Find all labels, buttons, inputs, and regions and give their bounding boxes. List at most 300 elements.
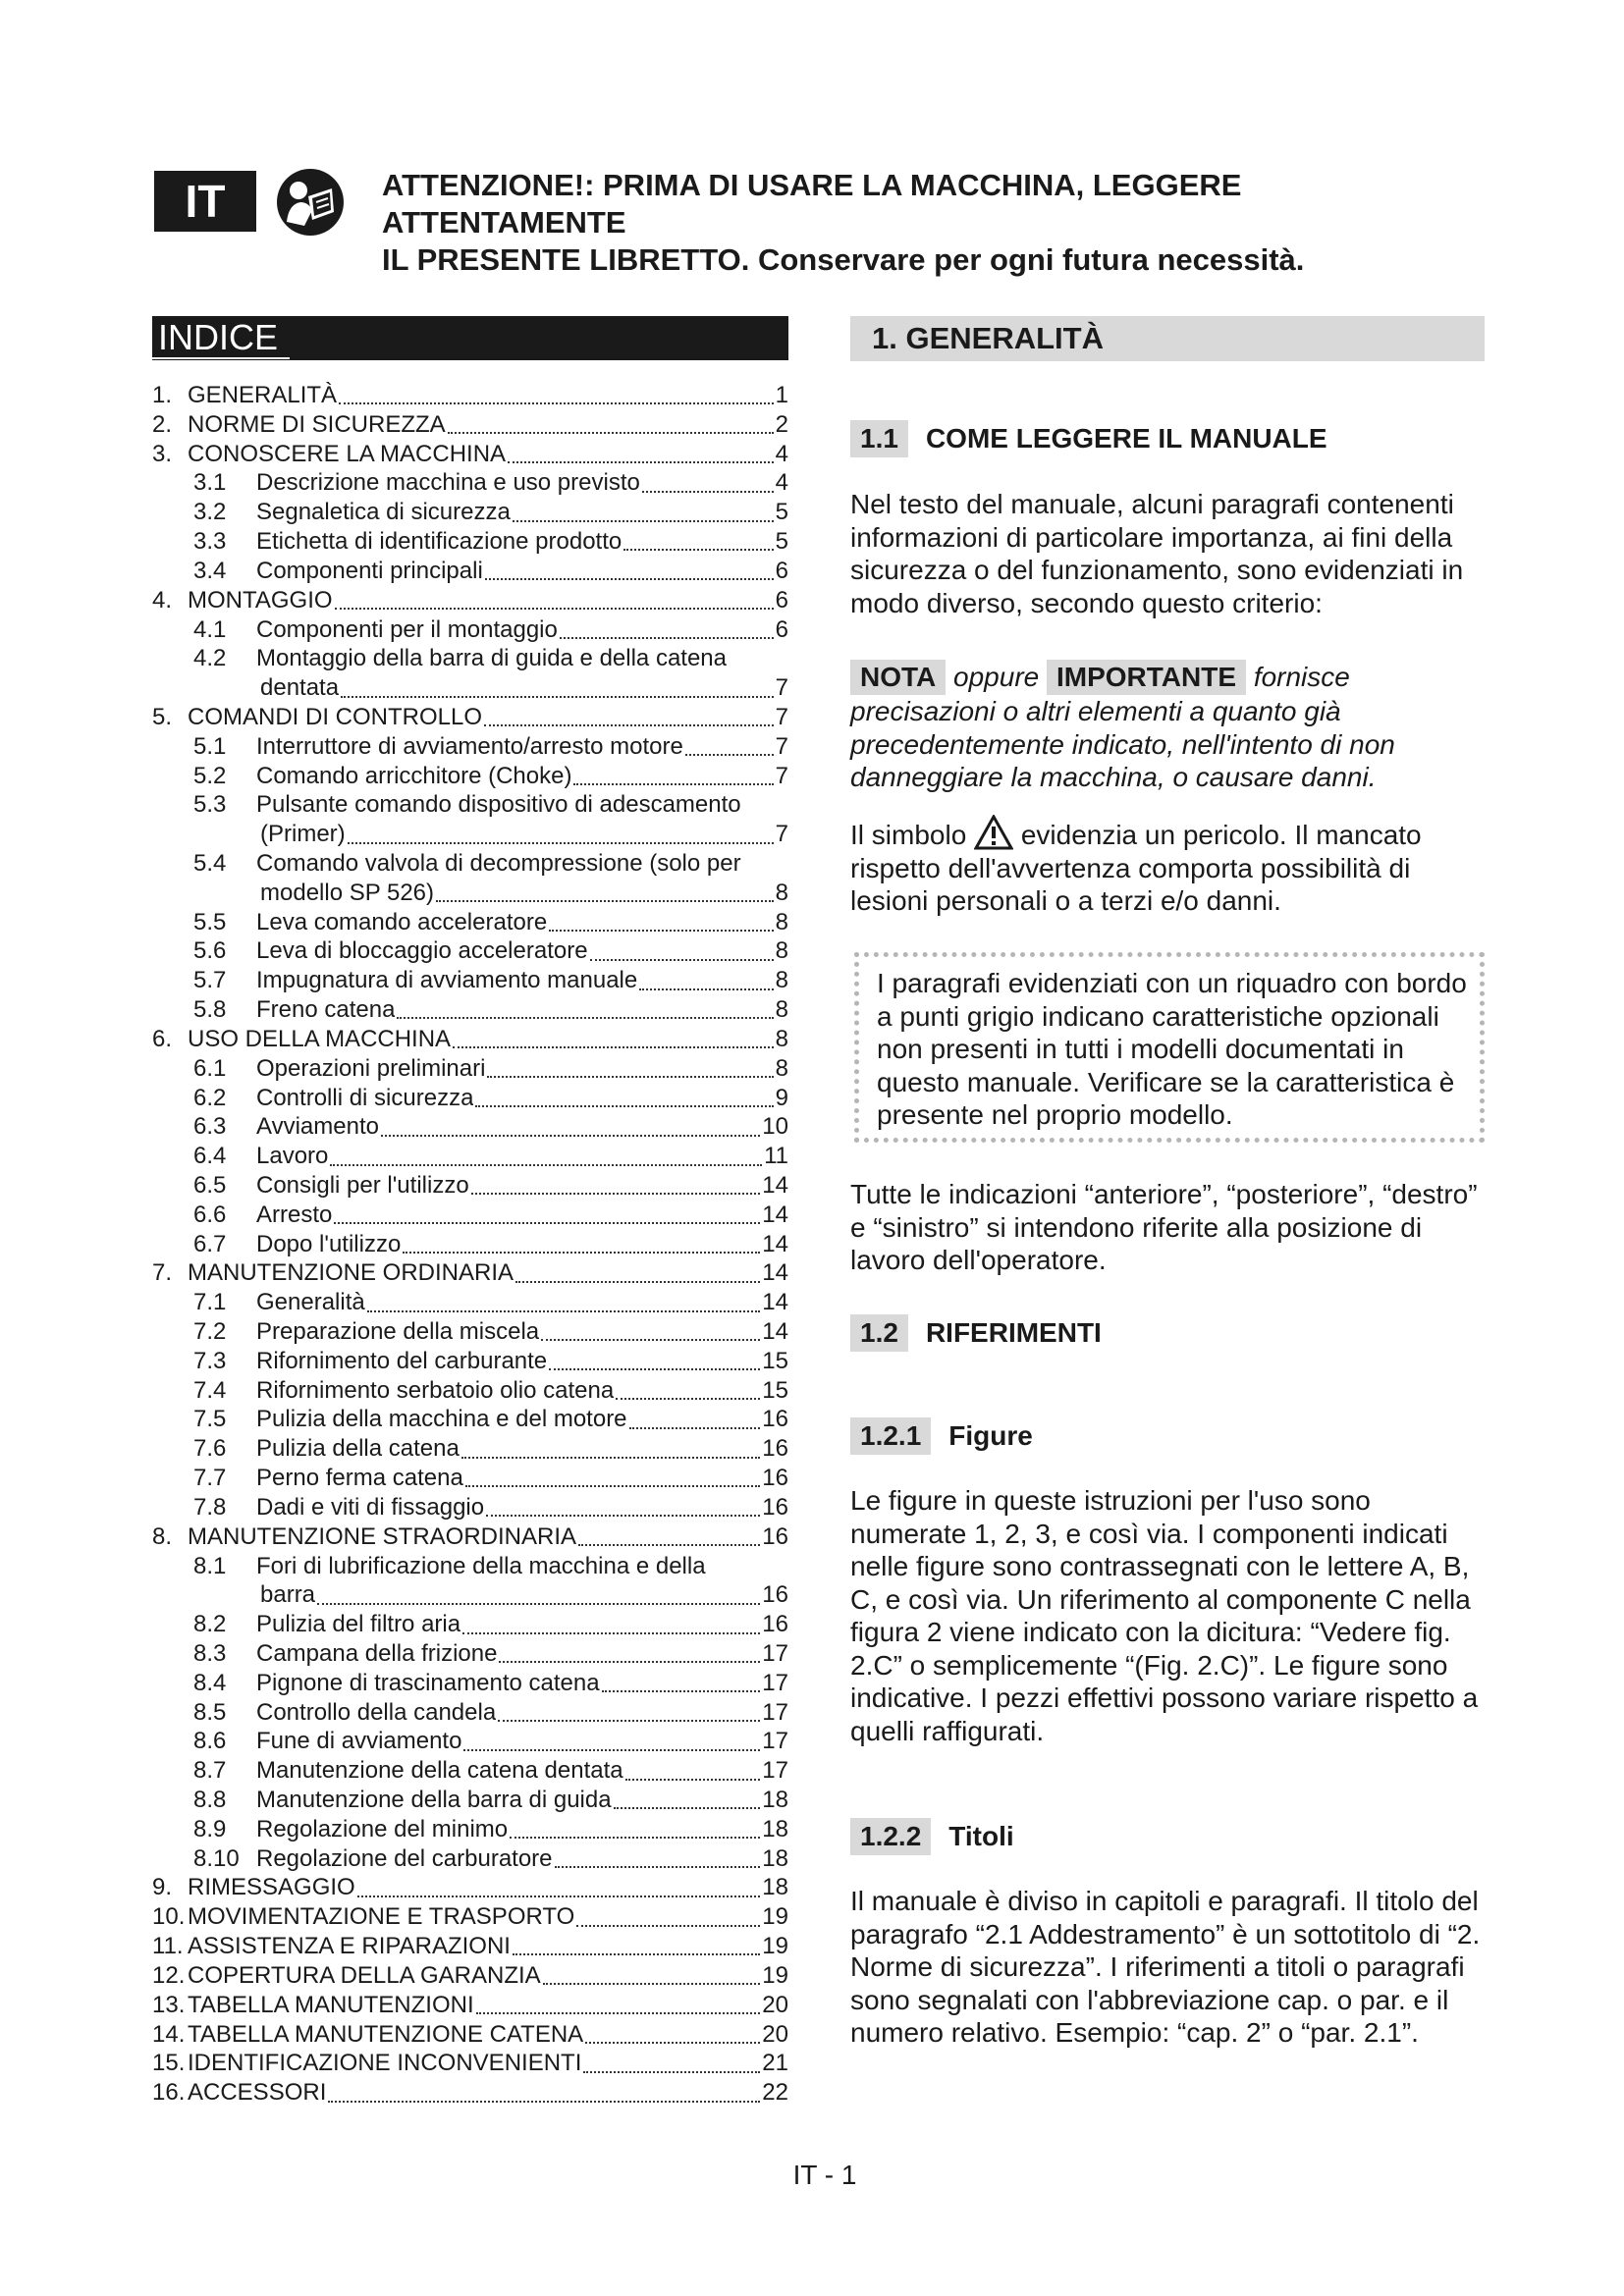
toc-entry-number: 6.4 [193,1143,227,1170]
toc-entry-title: Segnaletica di sicurezza [256,499,511,526]
toc-entry-title: modello SP 526) [260,879,434,906]
section-title: 1. GENERALITÀ [850,316,1485,361]
toc-entry-page: 7 [775,762,788,789]
toc-entry-page: 18 [762,1787,788,1813]
toc-entry [152,381,788,410]
toc-entry-title: TABELLA MANUTENZIONE CATENA [188,2020,584,2048]
toc-entry [152,615,788,645]
note-explanation-text: precisazioni o altri elementi a quanto già precedentemente indicato, nell'intento di non danneggiare la macchina, o causare danni. [850,696,1395,792]
toc-entry-number: 3.2 [193,499,227,526]
toc-entry-title: GENERALITÀ [188,382,338,408]
toc-leader-dots [583,2070,760,2073]
toc-entry [152,790,788,820]
subsection-title: RIFERIMENTI [925,1317,1102,1348]
toc-entry-number: 7.1 [193,1289,227,1316]
toc-entry-page: 6 [775,586,788,614]
toc-entry-page: 15 [762,1347,788,1374]
toc-entry-page: 5 [775,499,788,526]
toc-entry-page: 18 [762,1844,788,1872]
table-of-contents [152,381,788,2108]
toc-leader-dots [498,1719,760,1722]
toc-entry [152,936,788,966]
toc-entry-page: 17 [762,1698,788,1726]
toc-entry-page: 16 [762,1465,788,1492]
toc-entry-page: 9 [775,1084,788,1111]
toc-leader-dots [513,519,774,522]
toc-entry [152,1991,788,2020]
toc-leader-dots [513,1952,760,1955]
toc-entry-title: Pignone di trascinamento catena [256,1669,600,1696]
toc-entry-title: Interruttore di avviamento/arresto motore [256,732,683,760]
toc-leader-dots [341,695,774,698]
toc-entry-title: Pulizia della catena [256,1435,460,1463]
toc-entry-title: Comando valvola di decompressione (solo per [256,850,741,877]
oppure-text: oppure [953,662,1040,692]
toc-entry [152,1434,788,1464]
toc-entry-number: 4.2 [193,645,227,672]
toc-entry-title: Montaggio della barra di guida e della catena [256,645,728,672]
toc-entry [152,1815,788,1844]
toc-entry-title: Regolazione del minimo [256,1815,509,1842]
toc-entry-number: 8.1 [193,1552,227,1579]
toc-leader-dots [623,548,773,551]
toc-leader-dots [614,1806,761,1809]
toc-entry-title: Preparazione della miscela [256,1318,540,1345]
toc-entry-page: 21 [762,2050,788,2077]
toc-entry-page: 19 [762,1961,788,1989]
toc-entry [152,557,788,586]
toc-leader-dots [639,988,773,990]
toc-leader-dots [328,2100,760,2103]
subsection-title: Figure [948,1420,1033,1451]
toc-leader-dots [367,1309,761,1312]
toc-entry-title: Pulsante comando dispositivo di adescamento [256,791,741,819]
toc-entry-number: 6. [152,1025,173,1052]
toc-entry-page: 8 [775,879,788,906]
toc-entry [152,732,788,762]
nota-label: NOTA [850,660,946,695]
toc-entry-page: 19 [762,1903,788,1931]
toc-entry-page: 14 [762,1318,788,1345]
symbol-after-text: evidenzia un pericolo. Il mancato rispetto dell'avvertenza comporta possibilità di lesioni personali o a terzi e/o danni. [850,820,1422,916]
toc-entry-title: Rifornimento serbatoio olio catena [256,1376,615,1404]
toc-entry-page: 14 [762,1289,788,1316]
toc-entry-number: 7. [152,1259,173,1287]
toc-entry-title: Perno ferma catena [256,1465,463,1492]
toc-entry-title: Fune di avviamento [256,1728,462,1755]
subsection-1-2-2-heading [850,1818,1014,1855]
toc-entry-title: IDENTIFICAZIONE INCONVENIENTI [188,2050,582,2077]
toc-entry-number: 2. [152,410,173,438]
toc-entry-page: 17 [762,1728,788,1755]
toc-leader-dots [471,1192,761,1195]
toc-entry [152,1873,788,1902]
toc-leader-dots [576,1924,760,1927]
toc-entry-page: 8 [775,937,788,965]
toc-entry-page: 14 [762,1259,788,1287]
toc-entry-title: NORME DI SICUREZZA [188,410,446,438]
toc-entry-number: 6.3 [193,1113,227,1141]
toc-leader-dots [549,929,773,932]
toc-entry-number: 7.3 [193,1347,227,1374]
toc-entry-page: 2 [775,410,788,438]
toc-entry [152,820,788,849]
read-manual-icon [275,167,346,238]
toc-entry-title: ASSISTENZA E RIPARAZIONI [188,1933,511,1960]
toc-entry-title: Leva di bloccaggio acceleratore [256,937,588,965]
page-number: IT - 1 [792,2160,857,2190]
toc-entry [152,586,788,615]
toc-entry-number: 5.5 [193,908,227,935]
toc-entry [152,1142,788,1171]
toc-leader-dots [475,1104,773,1107]
toc-entry-page: 18 [762,1815,788,1842]
toc-leader-dots [625,1778,761,1781]
toc-entry [152,410,788,440]
toc-entry [152,2049,788,2078]
toc-leader-dots [578,1543,760,1546]
subsection-number: 1.2.2 [850,1818,931,1855]
toc-entry-title: TABELLA MANUTENZIONI [188,1991,474,2018]
toc-leader-dots [602,1689,761,1692]
toc-entry-number: 5.4 [193,850,227,877]
toc-entry [152,966,788,995]
toc-entry-title: Leva comando acceleratore [256,908,548,935]
toc-entry-page: 16 [762,1611,788,1638]
toc-entry-number: 7.6 [193,1435,227,1463]
toc-leader-dots [465,1484,761,1487]
toc-leader-dots [642,490,774,493]
toc-entry-number: 3.3 [193,528,227,556]
toc-entry-page: 8 [775,1025,788,1052]
toc-entry-page: 7 [775,821,788,848]
subsection-1-2-1-heading [850,1417,1033,1455]
note-explanation [850,660,1489,794]
toc-entry [152,468,788,498]
toc-entry-title: Manutenzione della catena dentata [256,1757,623,1785]
toc-header [152,316,788,360]
toc-entry [152,1258,788,1288]
toc-entry-title: Avviamento [256,1113,379,1141]
toc-entry [152,1112,788,1142]
toc-entry-page: 14 [762,1201,788,1228]
toc-leader-dots [462,1631,760,1634]
toc-entry [152,1201,788,1230]
toc-leader-dots [476,2011,761,2014]
toc-entry-number: 8. [152,1522,173,1550]
optional-feature-text: I paragrafi evidenziati con un riquadro con bordo a punti grigio indicano caratteristiche opzionali non presenti in tutti i modelli documentati in questo manuale. Verificare se la caratteristica è presente nel proprio modello. [877,968,1467,1130]
toc-entry-title: COMANDI DI CONTROLLO [188,703,483,730]
toc-entry-number: 14. [152,2020,186,2048]
toc-leader-dots [585,2041,760,2044]
toc-entry [152,1580,788,1610]
toc-leader-dots [485,577,774,580]
toc-leader-dots [484,723,774,726]
toc-entry-page: 7 [775,732,788,760]
fornisce-text: fornisce [1253,662,1350,692]
toc-entry [152,1464,788,1493]
toc-entry-number: 8.8 [193,1787,227,1813]
toc-entry-number: 8.9 [193,1815,227,1842]
toc-entry-page: 7 [775,703,788,730]
toc-entry-number: 3.4 [193,557,227,584]
toc-leader-dots [330,1163,762,1166]
toc-leader-dots [543,1982,761,1985]
toc-leader-dots [463,1748,760,1751]
toc-entry-title: (Primer) [260,821,346,848]
toc-entry-title: ACCESSORI [188,2079,327,2107]
toc-entry [152,1171,788,1201]
toc-entry-number: 5.7 [193,967,227,994]
toc-leader-dots [334,1221,760,1224]
toc-entry [152,1405,788,1434]
subsection-1-1-heading [850,420,1327,457]
toc-entry-page: 14 [762,1230,788,1257]
safety-warning [382,167,1491,279]
toc-entry-page: 8 [775,996,788,1024]
toc-entry [152,1727,788,1756]
toc-entry [152,908,788,937]
toc-entry-number: 12. [152,1961,186,1989]
toc-entry-title: MANUTENZIONE STRAORDINARIA [188,1522,577,1550]
toc-entry-number: 11. [152,1933,184,1960]
toc-entry [152,1961,788,1991]
toc-entry-number: 4. [152,586,173,614]
toc-entry-number: 8.6 [193,1728,227,1755]
toc-entry-page: 17 [762,1639,788,1667]
toc-entry-page: 17 [762,1669,788,1696]
toc-leader-dots [317,1602,760,1605]
toc-leader-dots [339,401,774,404]
toc-entry-page: 10 [762,1113,788,1141]
toc-leader-dots [499,1660,760,1663]
toc-entry-number: 8.10 [193,1844,240,1872]
toc-leader-dots [515,1280,760,1283]
symbol-before-text: Il simbolo [850,820,967,850]
toc-entry-number: 1. [152,382,173,408]
warning-line-2: IL PRESENTE LIBRETTO. Conservare per ogni futura necessità. [382,242,1305,277]
toc-leader-dots [487,1075,773,1078]
toc-entry-title: Consigli per l'utilizzo [256,1171,469,1199]
toc-leader-dots [448,431,774,434]
toc-entry-number: 6.6 [193,1201,227,1228]
toc-entry-number: 7.7 [193,1465,227,1492]
toc-entry-title: barra [260,1581,316,1609]
toc-entry-number: 13. [152,1991,186,2018]
toc-entry-number: 10. [152,1903,186,1931]
toc-title: INDICE [152,316,290,359]
toc-entry [152,1932,788,1961]
toc-entry-page: 1 [775,382,788,408]
toc-entry-number: 8.7 [193,1757,227,1785]
subsection-title: COME LEGGERE IL MANUALE [925,423,1327,454]
toc-entry-page: 18 [762,1874,788,1901]
toc-entry-title: USO DELLA MACCHINA [188,1025,452,1052]
toc-entry [152,1698,788,1728]
toc-entry-title: Operazioni preliminari [256,1054,486,1082]
toc-leader-dots [436,899,774,902]
toc-leader-dots [549,1367,760,1370]
toc-entry-title: MOVIMENTAZIONE E TRASPORTO [188,1903,575,1931]
toc-leader-dots [560,636,774,639]
toc-entry [152,527,788,557]
subsection-number: 1.2.1 [850,1417,931,1455]
toc-entry [152,1756,788,1786]
toc-entry-page: 15 [762,1376,788,1404]
toc-entry [152,1084,788,1113]
paragraph-intro: Nel testo del manuale, alcuni paragrafi contenenti informazioni di particolare importanza, ai fini della sicurezza o del funzionamento, sono evidenziati in modo diverso, secondo questo criterio: [850,489,1464,618]
toc-entry [152,1786,788,1815]
toc-entry-title: Generalità [256,1289,365,1316]
toc-entry-number: 7.2 [193,1318,227,1345]
toc-entry [152,703,788,732]
toc-entry-title: Manutenzione della barra di guida [256,1787,612,1813]
toc-entry-number: 5.6 [193,937,227,965]
toc-entry-page: 8 [775,1054,788,1082]
toc-entry-title: Impugnatura di avviamento manuale [256,967,638,994]
toc-entry-number: 4.1 [193,615,227,643]
toc-entry-page: 11 [764,1143,788,1170]
toc-entry-page: 16 [762,1522,788,1550]
toc-entry-number: 3. [152,440,173,467]
toc-entry-page: 20 [762,1991,788,2018]
toc-entry [152,1669,788,1698]
toc-leader-dots [381,1134,760,1137]
toc-leader-dots [461,1456,760,1459]
toc-entry-number: 8.3 [193,1639,227,1667]
toc-entry-number: 3.1 [193,469,227,497]
toc-entry [152,644,788,673]
toc-leader-dots [616,1397,760,1400]
toc-entry-number: 5. [152,703,173,730]
toc-entry [152,498,788,527]
toc-entry-page: 17 [762,1757,788,1785]
paragraph-titoli: Il manuale è diviso in capitoli e paragrafi. Il titolo del paragrafo “2.1 Addestramento” è un sottotitolo di “2. Norme di sicurezza”. I riferimenti a titoli o paragrafi sono segnalati con l'abbreviazione cap. o par. e il numero relativo. Esempio: “cap. 2” o “par. 2.1”. [850,1886,1481,2048]
toc-entry [152,1376,788,1406]
warning-triangle-icon [974,815,1013,850]
toc-entry-number: 6.7 [193,1230,227,1257]
toc-entry [152,1844,788,1874]
toc-entry [152,440,788,469]
subsection-number: 1.1 [850,420,908,457]
toc-entry [152,1288,788,1317]
toc-entry-page: 4 [775,469,788,497]
toc-entry-title: Controllo della candela [256,1698,497,1726]
toc-entry-page: 5 [775,528,788,556]
importante-label: IMPORTANTE [1047,660,1246,695]
toc-entry-page: 14 [762,1171,788,1199]
toc-entry-title: Dopo l'utilizzo [256,1230,402,1257]
toc-entry-number: 16. [152,2079,186,2107]
toc-entry-page: 4 [775,440,788,467]
toc-entry-page: 16 [762,1493,788,1521]
subsection-1-2-heading [850,1314,1102,1352]
toc-entry-title: CONOSCERE LA MACCHINA [188,440,507,467]
toc-entry-number: 7.8 [193,1493,227,1521]
toc-leader-dots [453,1045,774,1048]
toc-entry [152,2020,788,2050]
toc-leader-dots [508,460,774,463]
toc-leader-dots [573,782,773,785]
subsection-title: Titoli [948,1821,1014,1851]
toc-entry-title: MANUTENZIONE ORDINARIA [188,1259,514,1287]
toc-entry [152,849,788,879]
toc-entry-page: 7 [775,674,788,702]
toc-leader-dots [335,607,774,610]
toc-entry-page: 6 [775,557,788,584]
toc-entry-number: 6.5 [193,1171,227,1199]
toc-entry-title: Descrizione macchina e uso previsto [256,469,640,497]
toc-entry-number: 7.4 [193,1376,227,1404]
toc-leader-dots [629,1426,761,1429]
toc-entry [152,995,788,1025]
toc-entry-number: 7.5 [193,1406,227,1433]
toc-entry-number: 15. [152,2050,186,2077]
toc-entry [152,1317,788,1347]
hazard-symbol-paragraph [850,815,1489,918]
toc-entry-title: Rifornimento del carburante [256,1347,548,1374]
toc-entry [152,1347,788,1376]
toc-entry-title: Fori di lubrificazione della macchina e della [256,1552,706,1579]
toc-entry-number: 6.1 [193,1054,227,1082]
toc-entry-number: 8.4 [193,1669,227,1696]
toc-entry-number: 5.2 [193,762,227,789]
toc-entry-title: Arresto [256,1201,333,1228]
toc-entry [152,1902,788,1932]
subsection-number: 1.2 [850,1314,908,1352]
toc-entry-title: Lavoro [256,1143,329,1170]
optional-feature-box [854,952,1485,1143]
toc-entry [152,879,788,908]
toc-leader-dots [486,1514,760,1517]
toc-entry [152,1552,788,1581]
toc-entry-title: Regolazione del carburatore [256,1844,553,1872]
toc-entry [152,1639,788,1669]
toc-leader-dots [403,1251,760,1254]
toc-entry-page: 16 [762,1581,788,1609]
toc-entry-number: 5.3 [193,791,227,819]
toc-entry-number: 5.1 [193,732,227,760]
toc-entry-title: Comando arricchitore (Choke) [256,762,572,789]
toc-entry-page: 8 [775,908,788,935]
toc-entry [152,673,788,703]
toc-entry-title: Componenti per il montaggio [256,615,558,643]
toc-entry-title: dentata [260,674,340,702]
toc-entry [152,1493,788,1522]
paragraph-directions: Tutte le indicazioni “anteriore”, “posteriore”, “destro” e “sinistro” si intendono riferite alla posizione di lavoro dell'operatore. [850,1179,1478,1275]
toc-entry-title: MONTAGGIO [188,586,333,614]
toc-entry-page: 19 [762,1933,788,1960]
toc-entry-page: 8 [775,967,788,994]
toc-leader-dots [590,958,774,961]
toc-leader-dots [510,1836,760,1839]
toc-entry-number: 8.2 [193,1611,227,1638]
toc-entry-title: Componenti principali [256,557,483,584]
toc-entry-page: 16 [762,1435,788,1463]
toc-entry [152,1025,788,1054]
toc-entry-number: 6.2 [193,1084,227,1111]
toc-entry [152,1054,788,1084]
toc-entry-title: Campana della frizione [256,1639,498,1667]
toc-leader-dots [685,753,774,756]
toc-entry [152,1610,788,1639]
toc-entry-number: 9. [152,1874,173,1901]
toc-entry-title: COPERTURA DELLA GARANZIA [188,1961,541,1989]
toc-leader-dots [541,1338,760,1341]
toc-entry-page: 16 [762,1406,788,1433]
warning-line-1: ATTENZIONE!: PRIMA DI USARE LA MACCHINA, LEGGERE ATTENTAMENTE [382,168,1242,240]
toc-entry-title: Controlli di sicurezza [256,1084,474,1111]
